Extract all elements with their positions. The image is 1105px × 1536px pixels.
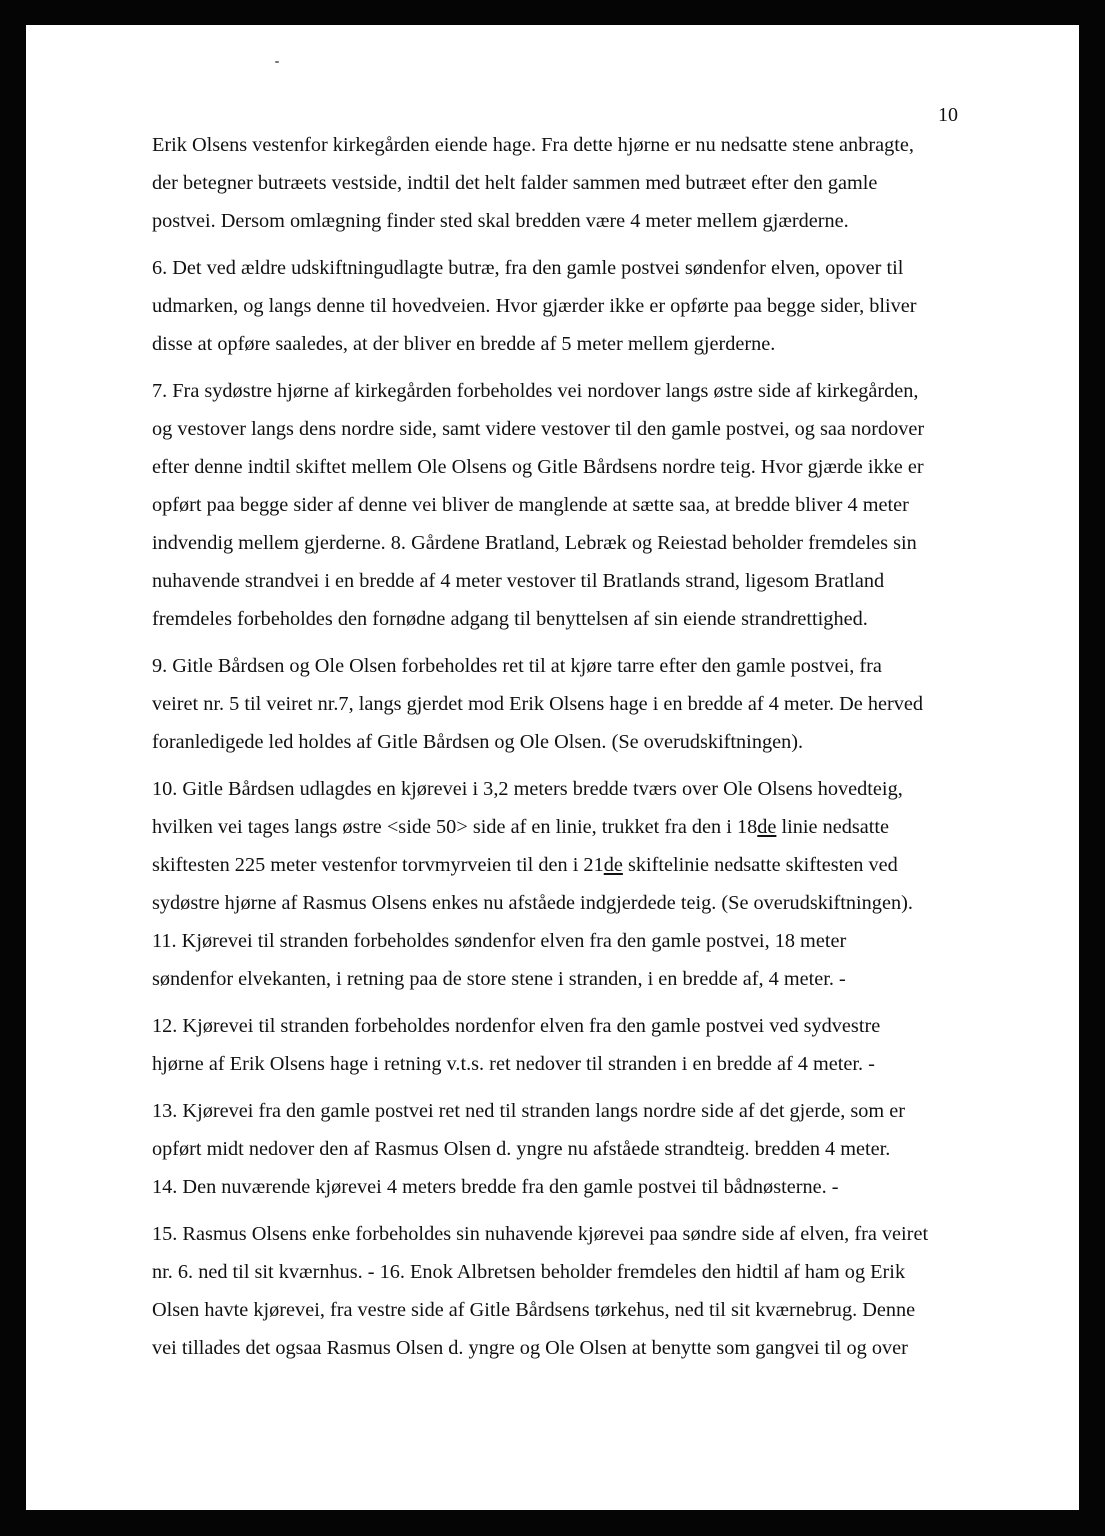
paragraph-item-7-8 (152, 372, 972, 638)
text-line: Erik Olsens vestenfor kirkegården eiende hage. Fra dette hjørne er nu nedsatte stene anbragte, (152, 134, 914, 156)
text-line: veiret nr. 5 til veiret nr.7, langs gjerdet mod Erik Olsens hage i en bredde af 4 meter. De herved (152, 693, 924, 715)
text-line: efter denne indtil skiftet mellem Ole Olsens og Gitle Bårdsens nordre teig. Hvor gjærde ikke er (152, 456, 924, 478)
text-line: udmarken, og langs denne til hovedveien. Hvor gjærder ikke er opførte paa begge sider, bliver (152, 295, 917, 317)
text-line: 15. Rasmus Olsens enke forbeholdes sin nuhavende kjørevei paa søndre side af elven, fra veiret (152, 1223, 929, 1245)
text-line: nr. 6. ned til sit kværnhus. - 16. Enok Albretsen beholder fremdeles den hidtil af ham og Erik (152, 1261, 906, 1283)
paragraph-item-9 (152, 647, 972, 761)
text-line: 11. Kjørevei til stranden forbeholdes søndenfor elven fra den gamle postvei, 18 meter (152, 930, 847, 952)
text-line: 10. Gitle Bårdsen udlagdes en kjørevei i 3,2 meters bredde tværs over Ole Olsens hovedteig, (152, 778, 903, 800)
underlined-ordinal: de (603, 854, 623, 876)
text-line: disse at opføre saaledes, at der bliver en bredde af 5 meter mellem gjerderne. (152, 333, 776, 355)
text-line: 12. Kjørevei til stranden forbeholdes nordenfor elven fra den gamle postvei ved sydvestre (152, 1015, 881, 1037)
paragraph-item-6 (152, 249, 972, 363)
text-line: nuhavende strandvei i en bredde af 4 meter vestover til Bratlands strand, ligesom Bratland (152, 570, 885, 592)
text-line: der betegner butræets vestside, indtil det helt falder sammen med butræet efter den gamle (152, 172, 878, 194)
document-body (152, 126, 972, 1367)
page-number: 10 (938, 104, 958, 126)
text-line: opført paa begge sider af denne vei bliver de manglende at sætte saa, at bredde bliver 4 meter (152, 494, 909, 516)
text-line: og vestover langs dens nordre side, samt videre vestover til den gamle postvei, og saa nordover (152, 418, 925, 440)
text-line: 13. Kjørevei fra den gamle postvei ret ned til stranden langs nordre side af det gjerde, som er (152, 1100, 905, 1122)
text-line: søndenfor elvekanten, i retning paa de store stene i stranden, i en bredde af, 4 meter. - (152, 968, 846, 990)
text-line: Olsen havte kjørevei, fra vestre side af Gitle Bårdsens tørkehus, ned til sit kværnebrug. Denne (152, 1299, 916, 1321)
text-line: vei tillades det ogsaa Rasmus Olsen d. yngre og Ole Olsen at benytte som gangvei til og over (152, 1337, 908, 1359)
text-line: postvei. Dersom omlægning finder sted skal bredden være 4 meter mellem gjærderne. (152, 210, 849, 232)
text-line: foranledigede led holdes af Gitle Bårdsen og Ole Olsen. (Se overudskiftningen). (152, 731, 804, 753)
text-line: 9. Gitle Bårdsen og Ole Olsen forbeholdes ret til at kjøre tarre efter den gamle postvei, fra (152, 655, 882, 677)
paragraph-item-15-16 (152, 1215, 972, 1367)
text-line: 14. Den nuværende kjørevei 4 meters bredde fra den gamle postvei til bådnøsterne. - (152, 1176, 839, 1198)
paragraph-item-13-14 (152, 1092, 972, 1206)
scan-speck (275, 61, 279, 63)
text-line: 7. Fra sydøstre hjørne af kirkegården forbeholdes vei nordover langs østre side af kirkegården, (152, 380, 919, 402)
text-line: 6. Det ved ældre udskiftningudlagte butræ, fra den gamle postvei søndenfor elven, opover til (152, 257, 904, 279)
text-line: fremdeles forbeholdes den fornødne adgang til benyttelsen af sin eiende strandrettighed. (152, 608, 868, 630)
text-line: hjørne af Erik Olsens hage i retning v.t.s. ret nedover til stranden i en bredde af 4 meter. - (152, 1053, 875, 1075)
paragraph-item-12 (152, 1007, 972, 1083)
text-line-underlined-ordinal: hvilken vei tages langs østre <side 50> side af en linie, trukket fra den i 18de linie nedsatte (152, 816, 890, 838)
text-line-underlined-ordinal: skiftesten 225 meter vestenfor torvmyrveien til den i 21de skiftelinie nedsatte skiftesten ved (152, 854, 898, 876)
text-line: opført midt nedover den af Rasmus Olsen d. yngre nu afståede strandteig. bredden 4 meter. (152, 1138, 891, 1160)
text-line: indvendig mellem gjerderne. 8. Gårdene Bratland, Lebræk og Reiestad beholder fremdeles sin (152, 532, 917, 554)
text-line: sydøstre hjørne af Rasmus Olsens enkes nu afståede indgjerdede teig. (Se overudskiftningen). (152, 892, 913, 914)
underlined-ordinal: de (757, 816, 777, 838)
paragraph-item-10-11 (152, 770, 972, 998)
paragraph-continuation (152, 126, 972, 240)
